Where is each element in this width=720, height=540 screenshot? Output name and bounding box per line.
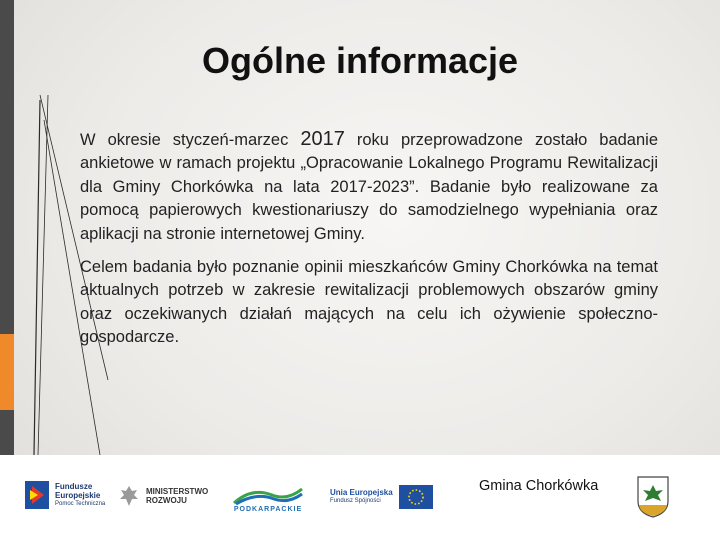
ue-line1: Unia Europejska bbox=[330, 488, 393, 497]
fundusze-line1: Fundusze bbox=[55, 481, 93, 491]
gmina-crest-icon bbox=[636, 475, 670, 519]
logo-strip bbox=[0, 455, 462, 540]
paragraph-1-start: W okresie styczeń-marzec bbox=[80, 131, 301, 149]
footer-logo-bar bbox=[0, 455, 720, 540]
paragraph-2: Celem badania było poznanie opinii mieszkańców Gminy Chorkówka na temat aktualnych potrzeb w zakresie rewitalizacji problemowych obszarów gminy oraz oczekiwanych działań mających na celu ich ożywienie społeczno-gospodarcze. bbox=[80, 258, 658, 347]
fundusze-sub: Pomoc Techniczna bbox=[55, 500, 106, 507]
eagle-emblem-icon bbox=[118, 483, 140, 509]
paragraph-1-year: 2017 bbox=[300, 128, 345, 150]
unia-europejska-logo bbox=[330, 485, 433, 509]
fundusze-line2: Europejskie bbox=[55, 490, 101, 500]
fundusze-star-icon bbox=[24, 480, 50, 510]
podkarpackie-logo bbox=[232, 485, 304, 514]
gmina-label: Gmina Chorkówka bbox=[479, 478, 599, 494]
fundusze-europejskie-logo bbox=[24, 480, 105, 510]
ue-sub: Fundusz Spójności bbox=[330, 498, 381, 504]
paragraph-1-rest: roku przeprowadzone zostało badanie ankietowe w ramach projektu „Opracowanie Lokalnego Programu Rewitalizacji dla Gminy Chorkówka na lata 2017-2023”. Badanie było realizowane za pomocą papierowych kwestionariuszy do samodzielnego wypełniania oraz aplikacji na stronie internetowej Gminy. bbox=[80, 131, 658, 243]
eu-flag-icon bbox=[399, 485, 433, 509]
podkarpackie-wave-icon bbox=[232, 485, 304, 505]
ministerstwo-line2: ROZWOJU bbox=[146, 496, 187, 505]
page-title: Ogólne informacje bbox=[201, 40, 519, 81]
paragraph-1 bbox=[80, 128, 658, 246]
ministerstwo-rozwoju-logo bbox=[118, 483, 208, 509]
podkarpackie-label: PODKARPACKIE bbox=[233, 506, 303, 513]
body-text bbox=[80, 128, 658, 360]
ministerstwo-line1: MINISTERSTWO bbox=[146, 487, 209, 496]
